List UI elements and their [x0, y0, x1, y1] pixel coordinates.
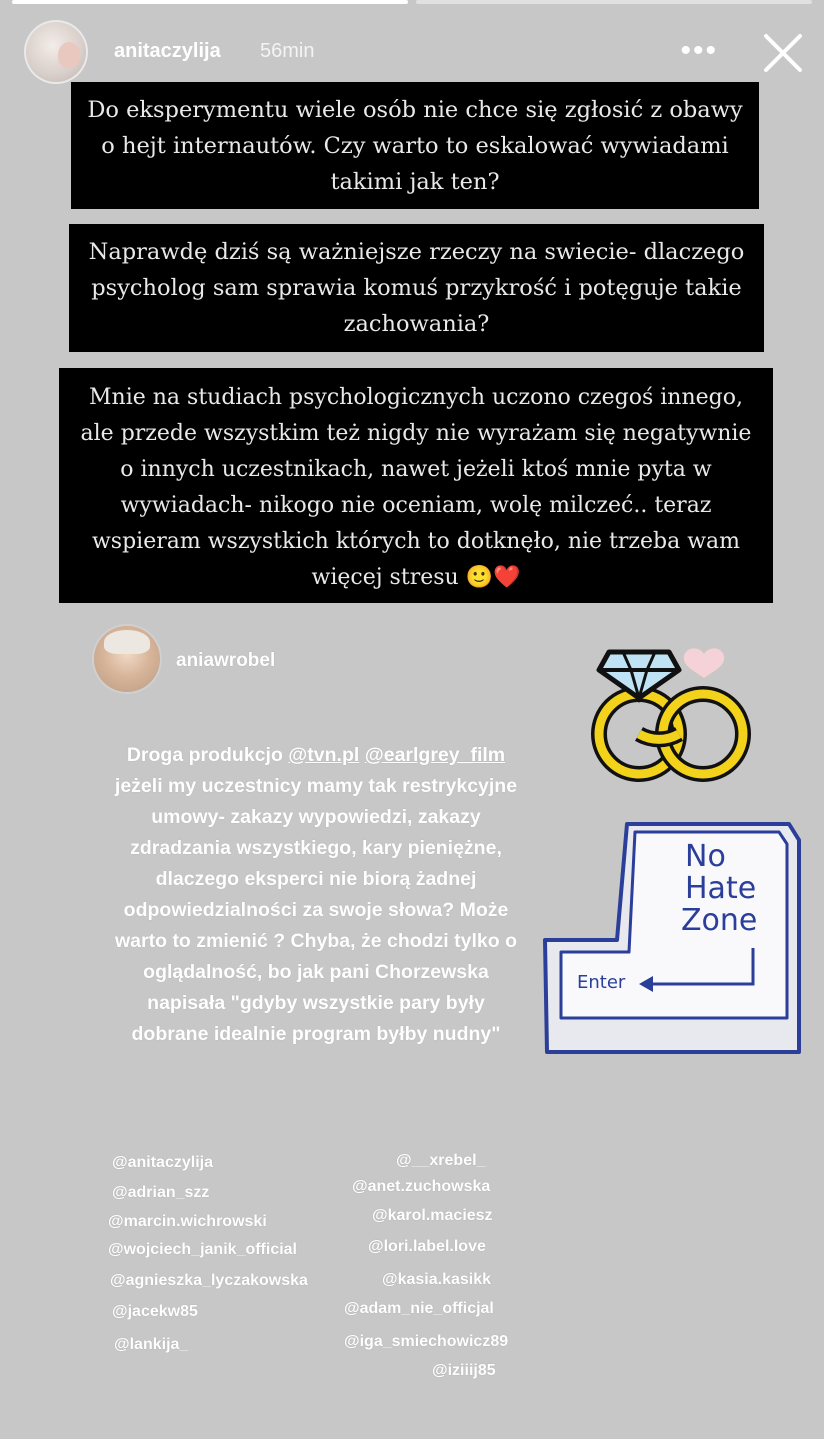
- sticker-line-2: Hate: [685, 871, 757, 906]
- comment-body-text: jeżeli my uczestnicy mamy tak restrykcyjne umowy- zakazy wypowiedzi, zakazy zdradzania wszystkiego, kary pieniężne, dlaczego eksperci nie biorą żadnej odpowiedzialności za swoje słowa? Może warto to zmienić ? Chyba, że chodzi tylko o oglądalność, bo jak pani Chorzewska napisała "gdyby wszystkie pary były dobrane idealnie program byłby nudny": [114, 775, 518, 1045]
- question-box-2: Naprawdę dziś są ważniejsze rzeczy na swiecie- dlaczego psycholog sam sprawia komuś przykrość i potęguje takie zachowania?: [69, 224, 764, 352]
- story-progress-segment-1: [12, 0, 408, 4]
- comment-intro: Droga produkcjo: [126, 744, 289, 766]
- story-progress-segment-2: [416, 0, 812, 4]
- wedding-rings-icon: [583, 632, 759, 784]
- comment-username[interactable]: aniawrobel: [176, 650, 276, 671]
- user-tag[interactable]: @iziiij85: [432, 1362, 496, 1379]
- comment-text: [110, 740, 522, 1050]
- user-tag[interactable]: @kasia.kasikk: [382, 1271, 492, 1288]
- story-progress: [12, 0, 812, 4]
- user-tag[interactable]: @karol.maciesz: [372, 1207, 493, 1224]
- story-username[interactable]: anitaczylija: [114, 40, 221, 62]
- user-tag[interactable]: @agnieszka_lyczakowska: [110, 1272, 308, 1289]
- story-header: [24, 20, 806, 84]
- user-tag[interactable]: @adrian_szz: [112, 1184, 210, 1201]
- user-tag[interactable]: @lori.label.love: [368, 1238, 486, 1255]
- user-tag[interactable]: @wojciech_janik_official: [108, 1241, 297, 1258]
- question-box-3: Mnie na studiach psychologicznych uczono czegoś innego, ale przede wszystkim też nigdy nie wyrażam się negatywnie o innych uczestnikach, nawet jeżeli ktoś mnie pyta w wywiadach- nikogo nie oceniam, wolę milczeć.. teraz wspieram wszystkich których to dotknęło, nie trzeba wam więcej stresu 🙂❤️: [59, 368, 773, 603]
- sticker-enter-label: Enter: [577, 972, 626, 993]
- mention-link[interactable]: @tvn.pl: [288, 744, 360, 766]
- user-tag[interactable]: @marcin.wichrowski: [108, 1213, 267, 1230]
- user-tag[interactable]: @iga_smiechowicz89: [344, 1333, 509, 1350]
- sticker-line-1: No: [685, 839, 726, 874]
- user-tag[interactable]: @anet.zuchowska: [352, 1178, 491, 1195]
- user-tag[interactable]: @__xrebel_: [396, 1152, 486, 1169]
- no-hate-zone-sticker: [543, 818, 803, 1058]
- sticker-line-3: Zone: [681, 903, 758, 938]
- avatar[interactable]: [24, 20, 88, 84]
- close-icon[interactable]: [760, 30, 806, 76]
- progress-fill: [12, 0, 408, 4]
- story-time: 56min: [260, 40, 315, 62]
- user-tag[interactable]: @anitaczylija: [112, 1154, 213, 1171]
- question-box-1: Do eksperymentu wiele osób nie chce się zgłosić z obawy o hejt internautów. Czy warto to eskalować wywiadami takimi jak ten?: [71, 82, 759, 209]
- comment-avatar[interactable]: [94, 626, 160, 692]
- mention-link[interactable]: @earlgrey_film: [364, 744, 506, 766]
- more-options-icon[interactable]: •••: [680, 34, 718, 67]
- user-tag[interactable]: @jacekw85: [112, 1303, 198, 1320]
- user-tag[interactable]: @adam_nie_officjal: [344, 1300, 494, 1317]
- user-tag[interactable]: @lankija_: [114, 1336, 189, 1353]
